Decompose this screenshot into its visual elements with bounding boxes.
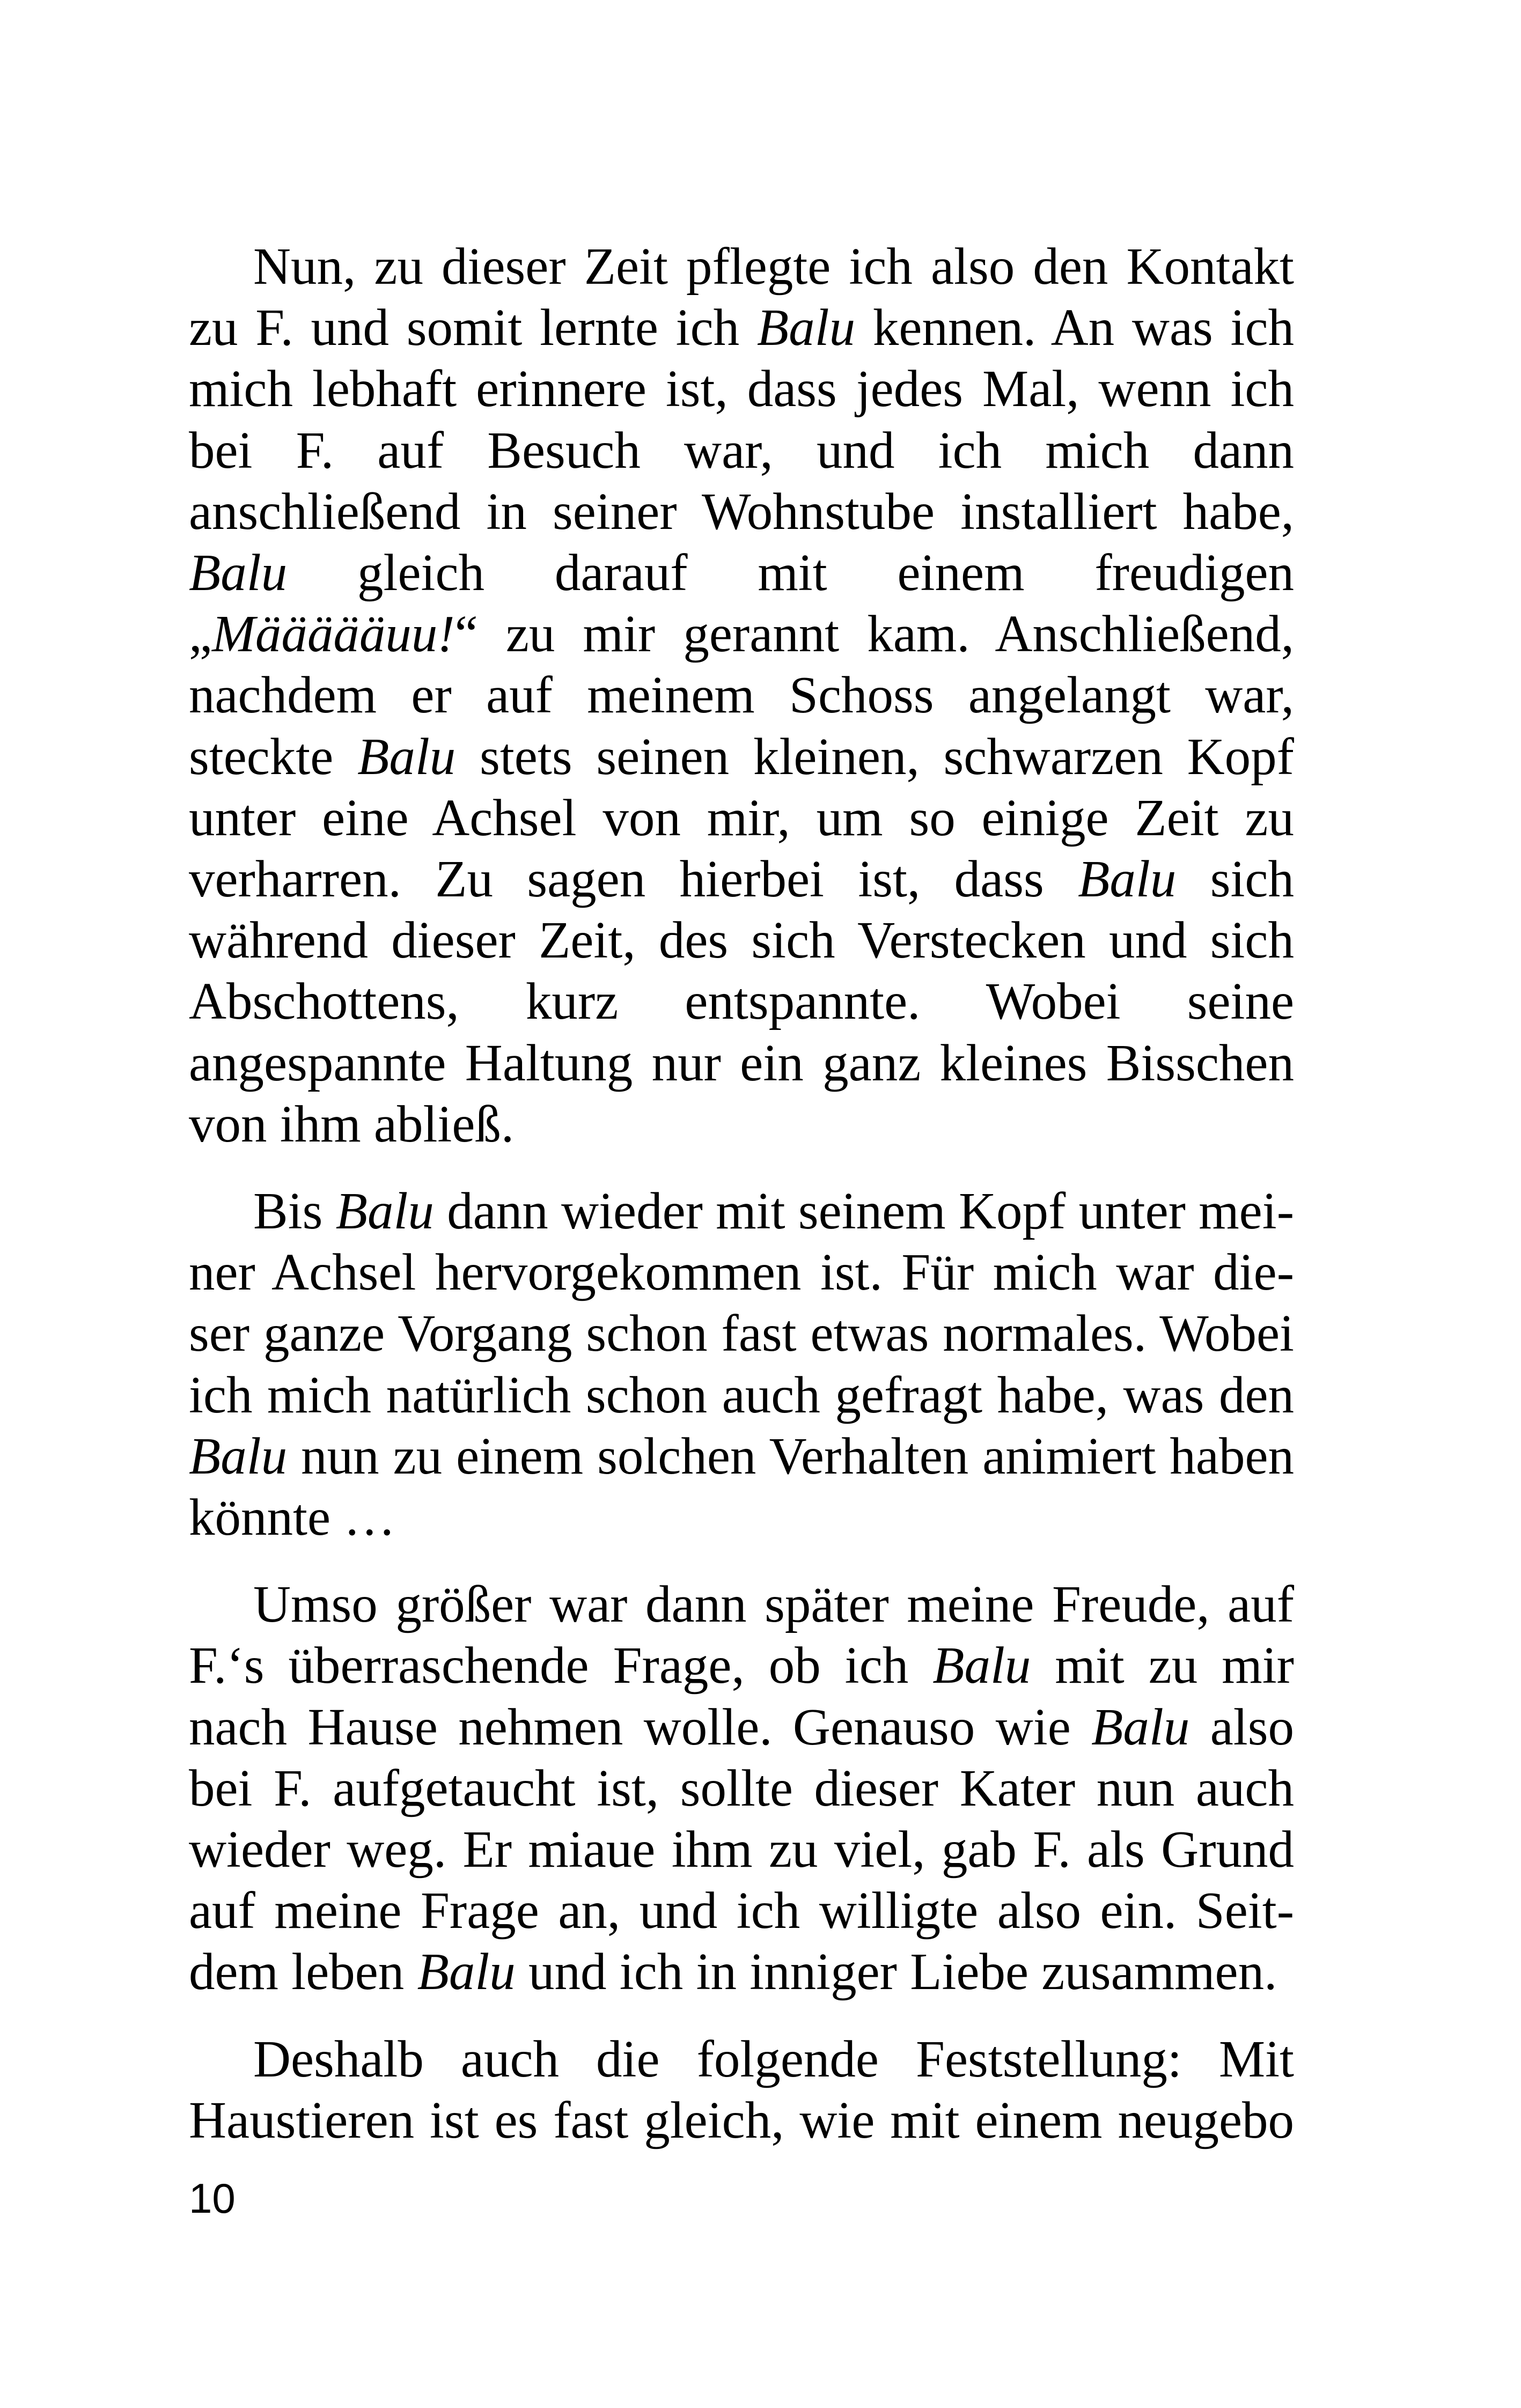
italic-text: Balu xyxy=(932,1637,1031,1695)
italic-text: Balu xyxy=(335,1182,434,1240)
text-segment: und ich in inniger Liebe zusammen. xyxy=(515,1943,1277,2001)
text-segment: stets seinen kleinen, schwarzen Kopf unter eine Achsel von mir, um so einige Zeit zu verharren. Zu sagen hierbei ist, dass xyxy=(189,727,1294,908)
italic-text: Balu xyxy=(756,299,856,357)
paragraph xyxy=(189,1181,1294,1548)
text-segment: kennen. An was ich mich lebhaft erinnere ist, dass jedes Mal, wenn ich bei F. auf Besuch war, und ich mich dann anschließend in seiner Wohnstube installiert habe, xyxy=(189,299,1294,540)
paragraph xyxy=(189,2029,1294,2151)
text-segment: also bei F. aufgetaucht ist, sollte dieser Kater nun auch wieder weg. Er miaue ihm zu viel, gab F. als Grund auf meine Frage an, und ich willigte also ein. Seitdem leben xyxy=(189,1698,1294,2001)
text-segment: dann wieder mit seinem Kopf unter meiner Achsel hervorgekommen ist. Für mich war dieser ganze Vorgang schon fast etwas normales. Wobei ich mich natürlich schon auch gefragt habe, was den xyxy=(189,1182,1294,1424)
text-segment: “ zu mir gerannt kam. Anschließend, nachdem er auf meinem Schoss angelangt war, steckte xyxy=(189,605,1294,785)
paragraph xyxy=(189,236,1294,1155)
page-number: 10 xyxy=(189,2175,236,2222)
italic-text: Balu xyxy=(417,1943,516,2001)
text-segment: Bis xyxy=(253,1182,336,1240)
text-segment: Deshalb auch die folgende Feststellung: Mit Haustieren ist es fast gleich, wie mit einem neugebo xyxy=(189,2030,1294,2149)
text-segment: gleich darauf mit einem freudigen „ xyxy=(189,544,1294,663)
text-segment: sich während dieser Zeit, des sich Verstecken und sich Abschottens, kurz entspannte. Wobei seine angespannte Haltung nur ein ganz kleines Bisschen von ihm abließ. xyxy=(189,850,1294,1153)
text-segment: Nun, zu dieser Zeit pflegte ich also den Kontakt zu F. und somit lernte ich xyxy=(189,238,1294,357)
paragraph xyxy=(189,1574,1294,2002)
text-segment: mit zu mir nach Hause nehmen wolle. Genauso wie xyxy=(189,1637,1294,1756)
italic-text: Balu xyxy=(189,1427,288,1485)
italic-text: Balu xyxy=(1091,1698,1190,1756)
text-segment: nun zu einem solchen Verhalten animiert haben könnte … xyxy=(189,1427,1294,1547)
italic-text: Balu xyxy=(357,727,456,785)
body-text xyxy=(189,236,1294,2177)
italic-text: Määäääuu! xyxy=(212,605,455,663)
text-segment: Umso größer war dann später meine Freude, auf F.‘s überraschende Frage, ob ich xyxy=(189,1575,1294,1695)
italic-text: Balu xyxy=(189,544,288,602)
italic-text: Balu xyxy=(1078,850,1177,908)
